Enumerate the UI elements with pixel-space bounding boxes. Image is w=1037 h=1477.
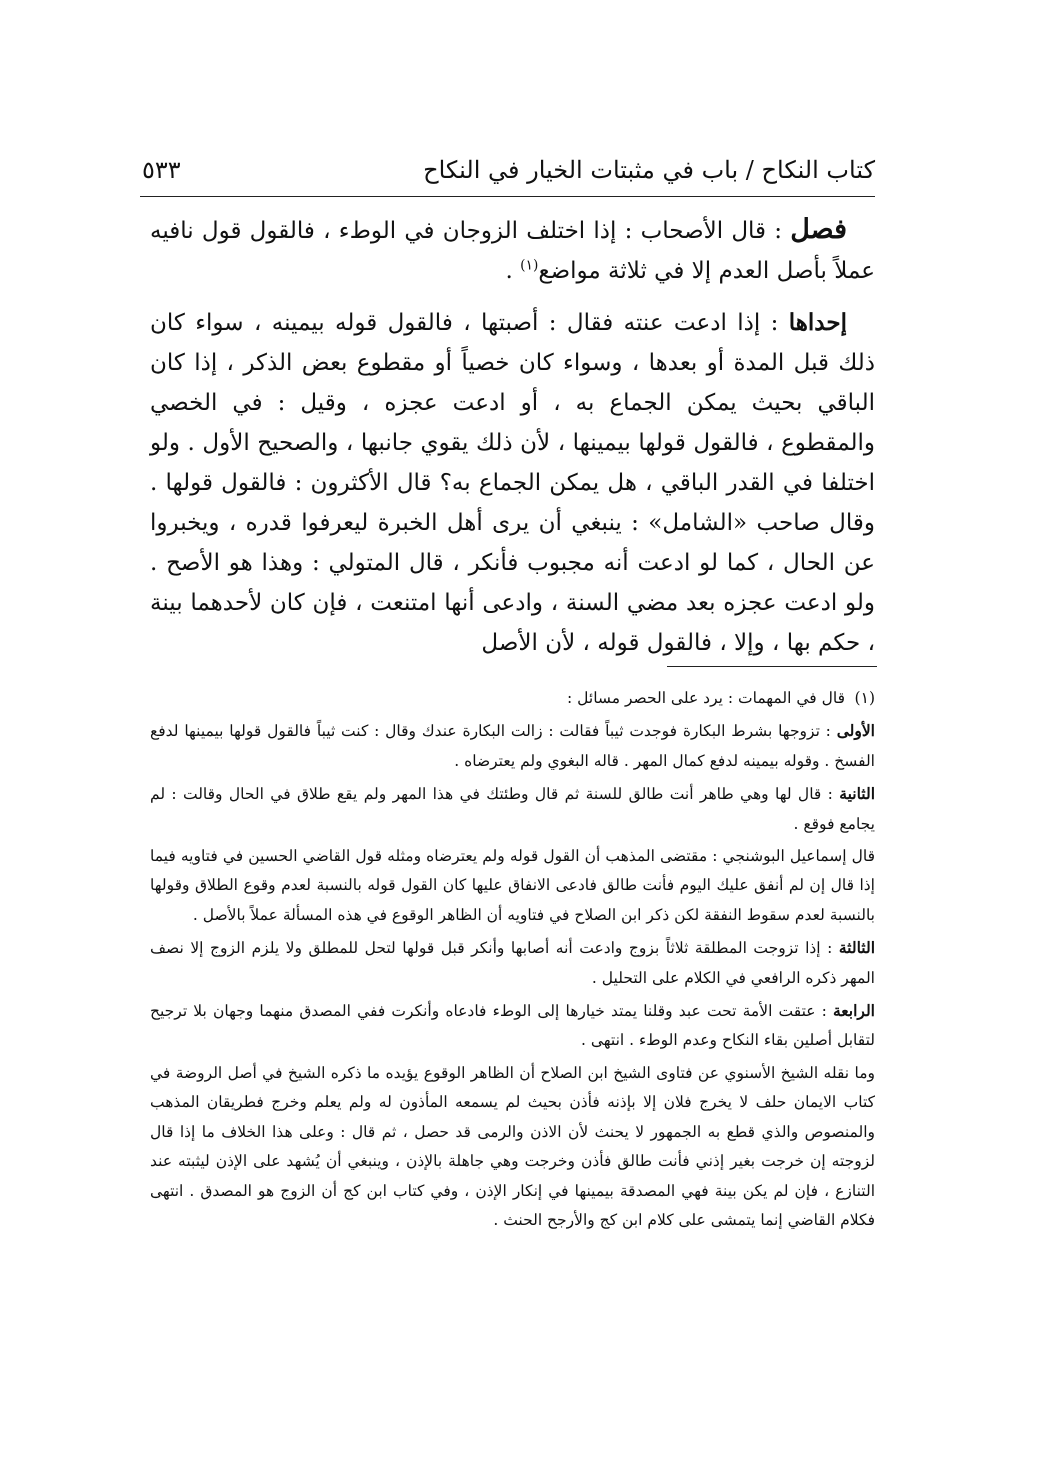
footnote-label: الأولى bbox=[836, 721, 875, 741]
footnote-text: : عتقت الأمة تحت عبد وقلنا يمتد خيارها إلى الوطء فادعاه وأنكرت ففي المصدق منهما وجهان بلا ترجيح لتقابل أصلين بقاء النكاح وعدم الوطء . انتهى . bbox=[150, 1002, 875, 1050]
paragraph-text: : قال الأصحاب : إذا اختلف الزوجان في الوطء ، فالقول قول نافيه عملاً بأصل العدم إلا في ثلاثة مواضع bbox=[150, 218, 875, 284]
footnote-text: وما نقله الشيخ الأسنوي عن فتاوى الشيخ ابن الصلاح أن الظاهر الوقوع يؤيده ما ذكره الشيخ في أصل الروضة في كتاب الايمان حلف لا يخرج فلان إلا بإذنه فأذن بحيث لم يسمعه المأذون له ولم يعلم وخرج فطريقان المذهب والمنصوص والذي قطع به الجمهور لا يحنث لأن الاذن والرمى قد حصل ، ثم قال : وعلى هذا الخلاف ما إذا قال لزوجته إن خرجت بغير إذني فأنت طالق فأذن وخرجت وهي جاهلة بالإذن ، وينبغي أن يُشهد على الإذن ليثبته عند التنازع ، فإن لم يكن بينة فهي المصدقة بيمينها في إنكار الإذن ، وفي كتاب ابن كج أن الزوج هو المصدق . انتهى فكلام القاضي إنما يتمشى على كلام ابن كج والأرجح الحنث . bbox=[150, 1063, 875, 1229]
footnote-text: : قال لها وهي طاهر أنت طالق للسنة ثم قال وطئتك في هذا المهر ولم يقع طلاق في الحال وقالت : لم يجامع فوقع . bbox=[150, 785, 875, 833]
footnotes bbox=[150, 684, 875, 1238]
paragraph-ihdaha bbox=[150, 303, 875, 663]
footnote-item bbox=[150, 1059, 875, 1235]
footnote-text: قال إسماعيل البوشنجي : مقتضى المذهب أن القول قوله ولم يعترضاه ومثله قول القاضي الحسين في فتاويه فيما إذا قال إن لم أنفق عليك اليوم فأنت طالق فادعى الانفاق عليها كان القول قوله بالنسبة لعدم وقوع الطلاق وقولها بالنسبة لعدم سقوط النفقة لكن ذكر ابن الصلاح في فتاويه أن الظاهر الوقوع في هذه المسألة عملاً بالأصل . bbox=[150, 847, 875, 924]
footnote-item bbox=[150, 933, 875, 993]
paragraph-end: . bbox=[505, 258, 521, 284]
footnote-label: الثانية bbox=[839, 784, 875, 804]
footnote-text: : إذا تزوجت المطلقة ثلاثاً بزوج وادعت أنه أصابها وأنكر قبل قولها لتحل للمطلق ولا يلزم الزوج إلا نصف المهر ذكره الرافعي في الكلام على التحليل . bbox=[150, 939, 875, 987]
footnote-intro bbox=[150, 684, 875, 713]
footnote-item bbox=[150, 716, 875, 776]
header-title: كتاب النكاح / باب في مثبتات الخيار في النكاح bbox=[423, 156, 875, 184]
footnote-text: : تزوجها بشرط البكارة فوجدت ثيباً فقالت : زالت البكارة عندك وقال : كنت ثيباً فالقول قولها بيمينها لدفع الفسخ . وقوله بيمينه لدفع كمال المهر . قاله البغوي ولم يعترضاه . bbox=[150, 722, 875, 770]
footnote-label: الثالثة bbox=[838, 938, 875, 958]
footnote-item bbox=[150, 996, 875, 1056]
main-text bbox=[150, 210, 875, 675]
paragraph-text: : إذا ادعت عنته فقال : أصبتها ، فالقول قوله بيمينه ، سواء كان ذلك قبل المدة أو بعدها ، وسواء كان خصياً أو مقطوع بعض الذكر ، إذا كان الباقي بحيث يمكن الجماع به ، أو ادعت عجزه ، وقيل : في الخصي والمقطوع ، فالقول قولها بيمينها ، لأن ذلك يقوي جانبها ، والصحيح الأول . ولو اختلفا في القدر الباقي ، هل يمكن الجماع به؟ قال الأكثرون : فالقول قولها . وقال صاحب «الشامل» : ينبغي أن يرى أهل الخبرة ليعرفوا قدره ، ويخبروا عن الحال ، كما لو ادعت أنه مجبوب فأنكر ، قال المتولي : وهذا هو الأصح . ولو ادعت عجزه بعد مضي السنة ، وادعى أنها امتنعت ، فإن كان لأحدهما بينة ، حكم بها ، وإلا ، فالقول قوله ، لأن الأصل bbox=[150, 310, 875, 656]
page-number: ٥٣٣ bbox=[142, 156, 181, 184]
footnote-separator bbox=[667, 666, 877, 667]
footnote-intro-text: قال في المهمات : يرد على الحصر مسائل : bbox=[567, 689, 845, 707]
paragraph-lead: إحداها bbox=[788, 309, 847, 336]
footnote-label: الرابعة bbox=[833, 1001, 875, 1021]
paragraph-fasl bbox=[150, 210, 875, 291]
footnote-item bbox=[150, 779, 875, 839]
running-header bbox=[140, 150, 875, 197]
footnote-marker: (١) bbox=[854, 689, 875, 707]
footnote-reference[interactable]: (١) bbox=[520, 257, 539, 274]
footnote-item bbox=[150, 842, 875, 930]
section-heading: فصل bbox=[790, 214, 847, 245]
